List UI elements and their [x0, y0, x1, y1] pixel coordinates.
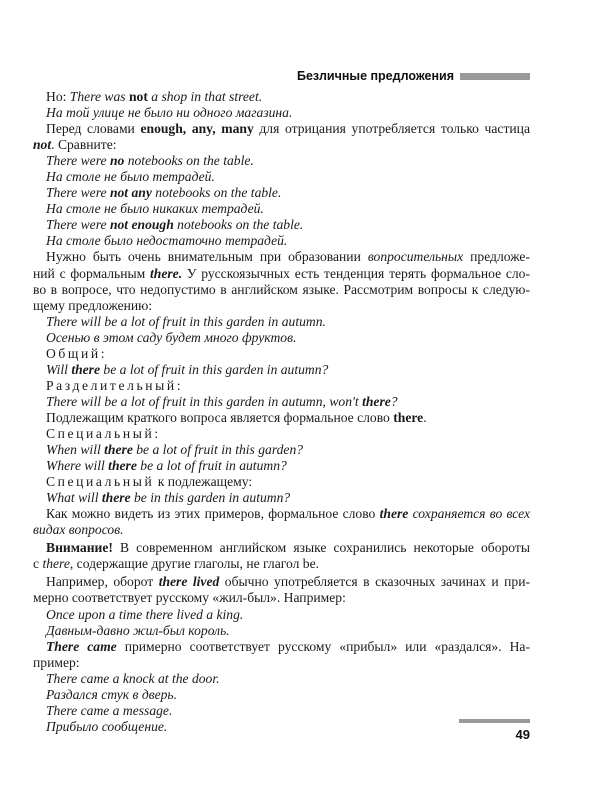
example-translation: На столе не было никаких тетрадей.: [46, 201, 264, 217]
question-type-label: Специальный к подлежащему:: [46, 474, 253, 490]
example-translation: Прибыло сообщение.: [46, 718, 168, 734]
header-title: Безличные предложения: [296, 69, 454, 83]
example-sentence: There will be a lot of fruit in this garden in autumn.: [46, 313, 326, 329]
paragraph-line: Нужно быть очень внимательным при образовании вопросительных предложе-: [46, 249, 530, 265]
footer-decorative-bar: [459, 719, 530, 723]
example-translation: Осенью в этом саду будет много фруктов.: [46, 329, 297, 345]
question-type-label: Разделительный:: [46, 377, 184, 393]
example-translation: Давным-давно жил-был король.: [46, 622, 230, 638]
paragraph-line: щему предложению:: [33, 297, 153, 313]
page-number: 49: [515, 727, 530, 742]
example-translation: На столе было недостаточно тетрадей.: [46, 233, 288, 249]
paragraph-line: во в вопросе, что недопустимо в английском языке. Рассмотрим вопросы к следую-: [33, 281, 530, 297]
paragraph-line: видах вопросов.: [33, 522, 124, 538]
paragraph-line: пример:: [33, 654, 80, 670]
paragraph-line: ний с формальным there. У русскоязычных есть тенденция терять формальное сло-: [33, 265, 531, 281]
question-type-label: Общий:: [46, 345, 108, 361]
paragraph-line: not. Сравните:: [33, 137, 117, 153]
example-sentence: What will there be in this garden in autumn?: [46, 490, 291, 506]
paragraph-line: Подлежащим краткого вопроса является формальное слово there.: [46, 409, 427, 425]
header-decorative-bar: [460, 73, 530, 80]
example-sentence: Once upon a time there lived a king.: [46, 606, 244, 622]
example-sentence: Will there be a lot of fruit in this garden in autumn?: [46, 361, 329, 377]
paragraph-line: Перед словами enough, any, many для отрицания употребляется только частица: [46, 121, 530, 137]
example-sentence: Where will there be a lot of fruit in autumn?: [46, 458, 287, 474]
example-sentence: There were not any notebooks on the table.: [46, 185, 282, 201]
example-translation: На столе не было тетрадей.: [46, 169, 215, 185]
example-sentence: There were not enough notebooks on the table.: [46, 217, 304, 233]
paragraph-line: с there, содержащие другие глаголы, не глагол be.: [33, 556, 320, 572]
paragraph-line: Внимание! В современном английском языке сохранились некоторые обороты: [46, 540, 530, 556]
page-body: [33, 89, 530, 735]
example-sentence: There came a knock at the door.: [46, 670, 220, 686]
text-line: Но: There was not a shop in that street.: [46, 89, 263, 104]
running-header: [290, 69, 530, 83]
example-translation: На той улице не было ни одного магазина.: [46, 105, 293, 121]
example-sentence: There came a message.: [46, 702, 173, 718]
example-translation: Раздался стук в дверь.: [46, 686, 178, 702]
example-sentence: There will be a lot of fruit in this garden in autumn, won't there?: [46, 393, 398, 409]
paragraph-line: Например, оборот there lived обычно употребляется в сказочных зачинах и при-: [46, 574, 530, 590]
paragraph-line: мерно соответствует русскому «жил-был». Например:: [33, 590, 346, 606]
question-type-label: Специальный:: [46, 425, 161, 441]
paragraph-line: There came примерно соответствует русскому «прибыл» или «раздался». На-: [46, 638, 530, 654]
example-sentence: There were no notebooks on the table.: [46, 153, 254, 169]
example-sentence: When will there be a lot of fruit in this garden?: [46, 442, 304, 458]
paragraph-line: Как можно видеть из этих примеров, формальное слово there сохраняется во всех: [46, 506, 530, 522]
